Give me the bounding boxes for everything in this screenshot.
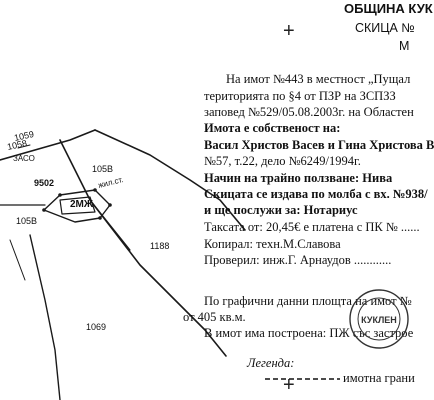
owners-document: №57, т.22, дело №6249/1994г. — [204, 154, 361, 168]
serves-value: Нотариус — [303, 203, 358, 217]
parcel-label-1188: 1188 — [150, 241, 170, 251]
issued-line: Скицата се издава по молба с вх. №938/ — [204, 187, 428, 201]
serves-line — [204, 203, 358, 217]
sketch-title: СКИЦА № — [355, 21, 415, 35]
official-stamp — [347, 287, 411, 351]
legend-label: Легенда: — [247, 356, 295, 370]
fee-dots: ...... — [400, 220, 420, 234]
municipality-header: ОБЩИНА КУК — [344, 1, 433, 16]
boundary-line — [10, 240, 25, 280]
checked-line — [204, 253, 391, 267]
parcel-label-1058: 1058 — [6, 138, 28, 152]
body-line-2: територията по §4 от ПЗР на ЗСПЗЗ — [204, 89, 396, 103]
boundary-line — [30, 235, 60, 400]
serves-label: и ще послужи за: — [204, 203, 301, 217]
boundary-line — [90, 200, 130, 250]
copied-line — [204, 237, 341, 251]
sketch-scale: М — [399, 39, 410, 53]
map-label-residential: жил.ст. — [97, 175, 125, 190]
owners-heading: Имота е собственост на: — [204, 121, 341, 135]
body-line-1: На имот №443 в местност „Пущал — [226, 72, 411, 86]
buildings-line: В имот има построена: ПЖ със застрое — [204, 326, 414, 340]
parcel-label-1059: 1059 — [13, 129, 35, 143]
legend-boundary-symbol — [265, 376, 340, 382]
parcel-label-9502: 9502 — [34, 178, 55, 188]
checked-dots: ............ — [353, 253, 392, 267]
building-label-2mzh: 2МЖ — [70, 199, 93, 210]
copied-value: техн.М.Славова — [256, 237, 341, 251]
usage-line — [204, 171, 392, 185]
corner-mark-top: + — [283, 20, 295, 42]
fee-line — [204, 220, 420, 234]
legend-boundary-label: имотна грани — [343, 371, 415, 385]
stamp-text: КУКЛЕН — [361, 315, 397, 325]
usage-label: Начин на трайно ползване: — [204, 171, 360, 185]
checked-value: инж.Г. Арнаудов — [262, 253, 351, 267]
area-line-2: от 405 кв.м. — [183, 310, 246, 324]
parcel-label-1069: 1069 — [86, 322, 107, 332]
map-label-zaso: ЗАСО — [13, 154, 35, 163]
copied-label: Копирал: — [204, 237, 253, 251]
owners-names: Васил Христов Васев и Гина Христова В — [204, 138, 434, 152]
area-line-1: По графични данни площта на имот № — [204, 294, 412, 308]
fee-value: 20,45€ е платена с ПК № — [266, 220, 398, 234]
body-line-3: заповед №529/05.08.2003г. на Областен — [204, 105, 414, 119]
usage-value: Нива — [362, 171, 393, 185]
parcel-label-105v: 105В — [92, 164, 114, 174]
checked-label: Проверил: — [204, 253, 260, 267]
fee-label: Таксата от: — [204, 220, 263, 234]
parcel-label-105v-second: 105В — [16, 216, 38, 226]
corner-mark-bottom: + — [283, 374, 295, 396]
